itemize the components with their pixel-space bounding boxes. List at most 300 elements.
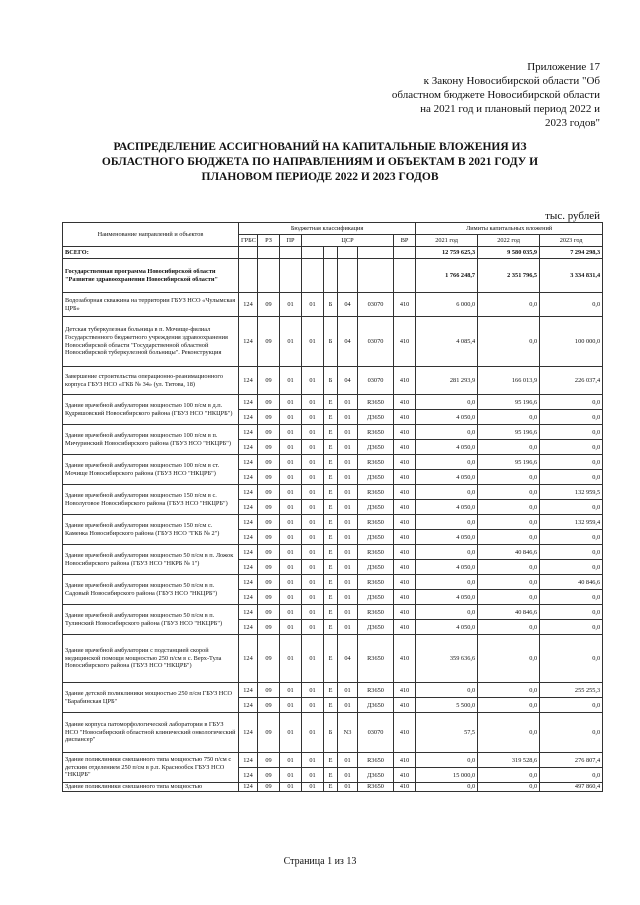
cell-vr: 410 — [394, 783, 416, 792]
cell-v2023: 0,0 — [540, 530, 603, 545]
cell-c1: 01 — [302, 605, 324, 620]
cell-c1: 01 — [302, 367, 324, 395]
cell-pr: 01 — [280, 317, 302, 367]
cell-c2: Е — [324, 410, 338, 425]
cell-vr: 410 — [394, 470, 416, 485]
cell-rz: 09 — [258, 605, 280, 620]
cell-v2021: 5 500,0 — [416, 698, 478, 713]
cell-v2023: 0,0 — [540, 635, 603, 683]
cell-v2023: 0,0 — [540, 560, 603, 575]
cell-grbs: 124 — [239, 485, 258, 500]
cell-v2021: 6 000,0 — [416, 293, 478, 317]
cell-c3: 01 — [338, 590, 358, 605]
cell-c2: Е — [324, 500, 338, 515]
cell-c2: Е — [324, 683, 338, 698]
cell-pr: 01 — [280, 590, 302, 605]
cell-c3: 01 — [338, 410, 358, 425]
cell-rz: 09 — [258, 620, 280, 635]
cell-c1: 01 — [302, 425, 324, 440]
cell-v2023: 226 037,4 — [540, 367, 603, 395]
cell-v2023: 132 959,4 — [540, 515, 603, 530]
cell-vr: 410 — [394, 620, 416, 635]
cell-vr: 410 — [394, 425, 416, 440]
cell-c3: 01 — [338, 455, 358, 470]
cell-v2022: 0,0 — [478, 293, 540, 317]
header-2023: 2023 год — [540, 235, 603, 247]
object-name: Здание корпуса патоморфологической лаборатории в ГБУЗ НСО "Новосибирский областной клинический онкологический диспансер" — [63, 713, 239, 753]
cell-c2: Е — [324, 768, 338, 783]
cell-rz: 09 — [258, 768, 280, 783]
table-body — [63, 247, 603, 792]
cell-c2: Е — [324, 783, 338, 792]
cell-grbs: 124 — [239, 605, 258, 620]
cell-c1: 01 — [302, 768, 324, 783]
cell-v2022: 40 846,6 — [478, 605, 540, 620]
cell-vr: 410 — [394, 545, 416, 560]
table-row — [63, 425, 603, 440]
cell-c2: Е — [324, 605, 338, 620]
cell-v2022: 0,0 — [478, 590, 540, 605]
cell-c2: Е — [324, 440, 338, 455]
cell-v2023: 255 255,3 — [540, 683, 603, 698]
cell-pr: 01 — [280, 698, 302, 713]
cell-c3: 01 — [338, 440, 358, 455]
cell-v2023: 0,0 — [540, 698, 603, 713]
cell-v2021: 4 050,0 — [416, 530, 478, 545]
cell-pr: 01 — [280, 753, 302, 768]
program-2022: 2 351 796,5 — [478, 259, 540, 293]
object-name: Здание врачебной амбулатории мощностью 150 п/см в с. Новолуговое Новосибирского района (ГБУЗ НСО "НКЦРБ") — [63, 485, 239, 515]
cell-c2: Е — [324, 560, 338, 575]
units-label: тыс. рублей — [545, 210, 600, 222]
cell-c2: Б — [324, 317, 338, 367]
title-line: ОБЛАСТНОГО БЮДЖЕТА ПО НАПРАВЛЕНИЯМ И ОБЪЕКТАМ В 2021 ГОДУ И — [101, 156, 539, 168]
object-name: Детская туберкулезная больница в п. Мочище-филиал Государственного бюджетного учреждения здравоохранения Новосибирской области "Государственной областной Новосибирской туберкулезной больницы". Реконструкция — [63, 317, 239, 367]
cell-c2: Е — [324, 635, 338, 683]
cell-v2022: 0,0 — [478, 470, 540, 485]
cell-pr: 01 — [280, 575, 302, 590]
cell-v2022: 95 196,6 — [478, 425, 540, 440]
cell-c2: Б — [324, 293, 338, 317]
cell-c4: R3650 — [358, 753, 394, 768]
cell-v2023: 0,0 — [540, 590, 603, 605]
cell-v2021: 0,0 — [416, 783, 478, 792]
cell-c3: 01 — [338, 485, 358, 500]
program-row — [63, 259, 603, 293]
cell-pr: 01 — [280, 683, 302, 698]
cell-vr: 410 — [394, 515, 416, 530]
cell-vr: 410 — [394, 485, 416, 500]
cell-v2021: 4 050,0 — [416, 440, 478, 455]
cell-c1: 01 — [302, 317, 324, 367]
cell-c4: R3650 — [358, 515, 394, 530]
cell-c4: Д3650 — [358, 530, 394, 545]
budget-table — [62, 222, 603, 792]
cell-v2023: 40 846,6 — [540, 575, 603, 590]
cell-c1: 01 — [302, 575, 324, 590]
cell-vr: 410 — [394, 713, 416, 753]
cell-c3: 04 — [338, 317, 358, 367]
table-row — [63, 753, 603, 768]
cell-c4: R3650 — [358, 783, 394, 792]
cell-grbs: 124 — [239, 317, 258, 367]
cell-rz: 09 — [258, 395, 280, 410]
cell-v2021: 4 050,0 — [416, 410, 478, 425]
cell-rz: 09 — [258, 515, 280, 530]
cell-v2021: 281 293,9 — [416, 367, 478, 395]
cell-v2022: 0,0 — [478, 575, 540, 590]
cell-rz: 09 — [258, 485, 280, 500]
object-name: Здание врачебной амбулатории мощностью 150 п/см с. Каменка Новосибирского района (ГБУЗ НСО "ГКБ № 2") — [63, 515, 239, 545]
cell-pr: 01 — [280, 485, 302, 500]
cell-grbs: 124 — [239, 293, 258, 317]
cell-c4: 03070 — [358, 713, 394, 753]
cell-grbs: 124 — [239, 635, 258, 683]
cell-pr: 01 — [280, 395, 302, 410]
cell-c2: Е — [324, 590, 338, 605]
object-name: Здание врачебной амбулатории с подстанцией скорой медицинской помощи мощностью 250 п/см в с. Верх-Тула Новосибирского района (ГБУЗ НСО "НКЦРБ") — [63, 635, 239, 683]
cell-pr: 01 — [280, 500, 302, 515]
cell-c2: Е — [324, 545, 338, 560]
cell-rz: 09 — [258, 367, 280, 395]
cell-c4: Д3650 — [358, 440, 394, 455]
cell-vr: 410 — [394, 605, 416, 620]
cell-pr: 01 — [280, 635, 302, 683]
cell-grbs: 124 — [239, 410, 258, 425]
cell-v2021: 0,0 — [416, 753, 478, 768]
cell-c2: Е — [324, 620, 338, 635]
cell-c1: 01 — [302, 515, 324, 530]
cell-c2: Б — [324, 367, 338, 395]
page-number: Страница 1 из 13 — [283, 856, 357, 867]
cell-rz: 09 — [258, 560, 280, 575]
cell-vr: 410 — [394, 367, 416, 395]
table-row — [63, 575, 603, 590]
cell-v2022: 0,0 — [478, 410, 540, 425]
cell-v2022: 0,0 — [478, 713, 540, 753]
cell-c4: Д3650 — [358, 500, 394, 515]
cell-v2021: 0,0 — [416, 425, 478, 440]
total-2021: 12 759 625,3 — [416, 247, 478, 259]
header-name: Наименование направлений и объектов — [63, 223, 239, 247]
object-name: Здание врачебной амбулатории мощностью 100 п/см в п. Мичуринский Новосибирского района (ГБУЗ НСО "НКЦРБ") — [63, 425, 239, 455]
appendix-line: к Закону Новосибирской области "Об — [423, 75, 600, 87]
cell-c3: 01 — [338, 500, 358, 515]
cell-v2021: 359 636,6 — [416, 635, 478, 683]
cell-c1: 01 — [302, 440, 324, 455]
cell-c2: Е — [324, 698, 338, 713]
cell-v2021: 4 050,0 — [416, 470, 478, 485]
cell-c4: R3650 — [358, 683, 394, 698]
cell-c1: 01 — [302, 293, 324, 317]
cell-grbs: 124 — [239, 560, 258, 575]
title-line: РАСПРЕДЕЛЕНИЕ АССИГНОВАНИЙ НА КАПИТАЛЬНЫЕ ВЛОЖЕНИЯ ИЗ — [113, 141, 527, 153]
cell-c2: Е — [324, 425, 338, 440]
object-name: Здание врачебной амбулатории мощностью 50 п/см в п. Тулинский Новосибирского района (ГБУЗ НСО "НКЦРБ") — [63, 605, 239, 635]
cell-v2023: 100 000,0 — [540, 317, 603, 367]
cell-grbs: 124 — [239, 575, 258, 590]
cell-c3: 04 — [338, 293, 358, 317]
cell-v2021: 0,0 — [416, 515, 478, 530]
cell-v2022: 0,0 — [478, 515, 540, 530]
cell-c3: N3 — [338, 713, 358, 753]
appendix-line: областном бюджете Новосибирской области — [391, 89, 600, 101]
cell-rz: 09 — [258, 713, 280, 753]
cell-rz: 09 — [258, 590, 280, 605]
cell-pr: 01 — [280, 293, 302, 317]
cell-vr: 410 — [394, 698, 416, 713]
cell-vr: 410 — [394, 395, 416, 410]
cell-v2022: 0,0 — [478, 485, 540, 500]
cell-v2022: 0,0 — [478, 683, 540, 698]
program-2023: 3 334 831,4 — [540, 259, 603, 293]
cell-v2021: 4 050,0 — [416, 590, 478, 605]
cell-vr: 410 — [394, 590, 416, 605]
object-name: Здание поликлиники смешанного типа мощностью — [63, 783, 239, 792]
cell-grbs: 124 — [239, 455, 258, 470]
program-label: Государственная программа Новосибирской области "Развитие здравоохранения Новосибирской области" — [63, 259, 239, 293]
cell-c1: 01 — [302, 470, 324, 485]
cell-pr: 01 — [280, 605, 302, 620]
cell-c1: 01 — [302, 753, 324, 768]
cell-grbs: 124 — [239, 545, 258, 560]
cell-c4: Д3650 — [358, 698, 394, 713]
cell-c1: 01 — [302, 698, 324, 713]
cell-vr: 410 — [394, 635, 416, 683]
cell-v2023: 0,0 — [540, 395, 603, 410]
cell-c1: 01 — [302, 455, 324, 470]
cell-grbs: 124 — [239, 620, 258, 635]
cell-v2023: 0,0 — [540, 440, 603, 455]
cell-grbs: 124 — [239, 395, 258, 410]
header-classification: Бюджетная классификация — [239, 223, 416, 235]
cell-v2023: 497 860,4 — [540, 783, 603, 792]
cell-c4: R3650 — [358, 545, 394, 560]
table-row — [63, 367, 603, 395]
cell-vr: 410 — [394, 410, 416, 425]
cell-grbs: 124 — [239, 530, 258, 545]
cell-c1: 01 — [302, 635, 324, 683]
cell-pr: 01 — [280, 783, 302, 792]
cell-rz: 09 — [258, 317, 280, 367]
program-2021: 1 766 248,7 — [416, 259, 478, 293]
cell-pr: 01 — [280, 455, 302, 470]
cell-grbs: 124 — [239, 768, 258, 783]
table-row — [63, 485, 603, 500]
cell-c2: Е — [324, 575, 338, 590]
cell-vr: 410 — [394, 560, 416, 575]
cell-pr: 01 — [280, 515, 302, 530]
appendix-note — [380, 60, 600, 130]
appendix-line: 2023 годов" — [545, 117, 600, 129]
cell-v2023: 0,0 — [540, 713, 603, 753]
cell-c4: 03070 — [358, 367, 394, 395]
cell-c3: 01 — [338, 530, 358, 545]
table-row — [63, 293, 603, 317]
cell-grbs: 124 — [239, 698, 258, 713]
table-row — [63, 455, 603, 470]
cell-c1: 01 — [302, 530, 324, 545]
cell-v2022: 0,0 — [478, 783, 540, 792]
object-name: Здание детской поликлиники мощностью 250 п/см ГБУЗ НСО "Барабинская ЦРБ" — [63, 683, 239, 713]
cell-c2: Е — [324, 753, 338, 768]
table-row — [63, 713, 603, 753]
cell-v2023: 0,0 — [540, 620, 603, 635]
cell-grbs: 124 — [239, 500, 258, 515]
cell-c4: R3650 — [358, 455, 394, 470]
cell-c1: 01 — [302, 783, 324, 792]
cell-c3: 04 — [338, 635, 358, 683]
cell-v2023: 0,0 — [540, 768, 603, 783]
cell-rz: 09 — [258, 783, 280, 792]
header-limits: Лимиты капитальных вложений — [416, 223, 603, 235]
document-title — [80, 140, 560, 185]
cell-v2021: 0,0 — [416, 605, 478, 620]
cell-c1: 01 — [302, 683, 324, 698]
cell-v2021: 4 085,4 — [416, 317, 478, 367]
table-row — [63, 635, 603, 683]
table-row — [63, 395, 603, 410]
cell-c3: 01 — [338, 425, 358, 440]
table-row — [63, 545, 603, 560]
cell-c1: 01 — [302, 410, 324, 425]
cell-c3: 01 — [338, 545, 358, 560]
cell-pr: 01 — [280, 440, 302, 455]
cell-v2022: 0,0 — [478, 530, 540, 545]
appendix-line: Приложение 17 — [527, 61, 600, 73]
cell-c1: 01 — [302, 395, 324, 410]
cell-c3: 01 — [338, 753, 358, 768]
cell-c4: 03070 — [358, 317, 394, 367]
cell-v2021: 0,0 — [416, 575, 478, 590]
cell-c4: Д3650 — [358, 768, 394, 783]
object-name: Здание поликлиники смешанного типа мощностью 750 п/см с детским отделением 250 п/см в р.п. Краснообск ГБУЗ НСО "НКЦРБ" — [63, 753, 239, 783]
cell-c3: 04 — [338, 367, 358, 395]
cell-rz: 09 — [258, 425, 280, 440]
cell-v2023: 0,0 — [540, 455, 603, 470]
cell-vr: 410 — [394, 293, 416, 317]
table-row — [63, 515, 603, 530]
table-row — [63, 605, 603, 620]
cell-v2023: 132 959,5 — [540, 485, 603, 500]
cell-c2: Е — [324, 395, 338, 410]
object-name: Здание врачебной амбулатории мощностью 50 п/см в п. Садовый Новосибирского района (ГБУЗ НСО "НКЦРБ") — [63, 575, 239, 605]
header-2022: 2022 год — [478, 235, 540, 247]
cell-v2023: 0,0 — [540, 293, 603, 317]
cell-v2021: 0,0 — [416, 485, 478, 500]
cell-grbs: 124 — [239, 440, 258, 455]
cell-c3: 01 — [338, 683, 358, 698]
cell-v2022: 0,0 — [478, 500, 540, 515]
cell-pr: 01 — [280, 560, 302, 575]
cell-v2021: 4 050,0 — [416, 620, 478, 635]
cell-v2021: 4 050,0 — [416, 560, 478, 575]
cell-vr: 410 — [394, 455, 416, 470]
cell-v2022: 0,0 — [478, 620, 540, 635]
cell-c1: 01 — [302, 590, 324, 605]
cell-v2021: 15 000,0 — [416, 768, 478, 783]
cell-c3: 01 — [338, 620, 358, 635]
cell-c4: Д3650 — [358, 620, 394, 635]
cell-vr: 410 — [394, 575, 416, 590]
cell-c4: Д3650 — [358, 560, 394, 575]
cell-v2021: 0,0 — [416, 455, 478, 470]
total-label: ВСЕГО: — [63, 247, 239, 259]
cell-v2023: 276 807,4 — [540, 753, 603, 768]
object-name: Здание врачебной амбулатории мощностью 100 п/см в д.п. Кудряшовский Новосибирского района (ГБУЗ НСО "НКЦРБ") — [63, 395, 239, 425]
cell-c3: 01 — [338, 560, 358, 575]
cell-c3: 01 — [338, 395, 358, 410]
cell-v2022: 0,0 — [478, 768, 540, 783]
cell-c2: Е — [324, 530, 338, 545]
cell-c3: 01 — [338, 470, 358, 485]
cell-v2021: 0,0 — [416, 395, 478, 410]
total-2023: 7 294 298,3 — [540, 247, 603, 259]
cell-v2023: 0,0 — [540, 605, 603, 620]
cell-v2023: 0,0 — [540, 470, 603, 485]
cell-grbs: 124 — [239, 367, 258, 395]
cell-rz: 09 — [258, 698, 280, 713]
cell-c4: R3650 — [358, 485, 394, 500]
cell-c4: Д3650 — [358, 590, 394, 605]
cell-pr: 01 — [280, 530, 302, 545]
cell-v2021: 0,0 — [416, 545, 478, 560]
cell-grbs: 124 — [239, 753, 258, 768]
cell-rz: 09 — [258, 683, 280, 698]
cell-c4: R3650 — [358, 395, 394, 410]
cell-rz: 09 — [258, 470, 280, 485]
table-row — [63, 683, 603, 698]
cell-c3: 01 — [338, 575, 358, 590]
object-name: Завершение строительства операционно-реанимационного корпуса ГБУЗ НСО «ГКБ № 34» (ул. Титова, 18) — [63, 367, 239, 395]
cell-v2022: 0,0 — [478, 698, 540, 713]
cell-pr: 01 — [280, 470, 302, 485]
cell-vr: 410 — [394, 753, 416, 768]
object-name: Здание врачебной амбулатории мощностью 100 п/см в ст. Мочище Новосибирского района (ГБУЗ НСО "НКЦРБ") — [63, 455, 239, 485]
cell-vr: 410 — [394, 440, 416, 455]
header-2021: 2021 год — [416, 235, 478, 247]
cell-v2022: 40 846,6 — [478, 545, 540, 560]
cell-grbs: 124 — [239, 713, 258, 753]
cell-c1: 01 — [302, 545, 324, 560]
header-pr: ПР — [280, 235, 302, 247]
cell-c4: R3650 — [358, 425, 394, 440]
header-vr: ВР — [394, 235, 416, 247]
cell-pr: 01 — [280, 367, 302, 395]
header-grbs: ГРБС — [239, 235, 258, 247]
cell-grbs: 124 — [239, 590, 258, 605]
cell-c4: R3650 — [358, 575, 394, 590]
cell-v2023: 0,0 — [540, 410, 603, 425]
cell-v2022: 319 528,6 — [478, 753, 540, 768]
cell-rz: 09 — [258, 575, 280, 590]
cell-c2: Б — [324, 713, 338, 753]
object-name: Здание врачебной амбулатории мощностью 50 п/см в п. Ложок Новосибирского района (ГБУЗ НСО "НКРБ № 1") — [63, 545, 239, 575]
cell-pr: 01 — [280, 768, 302, 783]
cell-v2023: 0,0 — [540, 545, 603, 560]
appendix-line: на 2021 год и плановый период 2022 и — [420, 103, 600, 115]
cell-v2023: 0,0 — [540, 500, 603, 515]
cell-rz: 09 — [258, 545, 280, 560]
cell-v2022: 0,0 — [478, 635, 540, 683]
cell-v2022: 0,0 — [478, 317, 540, 367]
cell-c1: 01 — [302, 620, 324, 635]
cell-c1: 01 — [302, 500, 324, 515]
cell-rz: 09 — [258, 635, 280, 683]
cell-c4: Д3650 — [358, 410, 394, 425]
cell-c1: 01 — [302, 485, 324, 500]
cell-grbs: 124 — [239, 515, 258, 530]
